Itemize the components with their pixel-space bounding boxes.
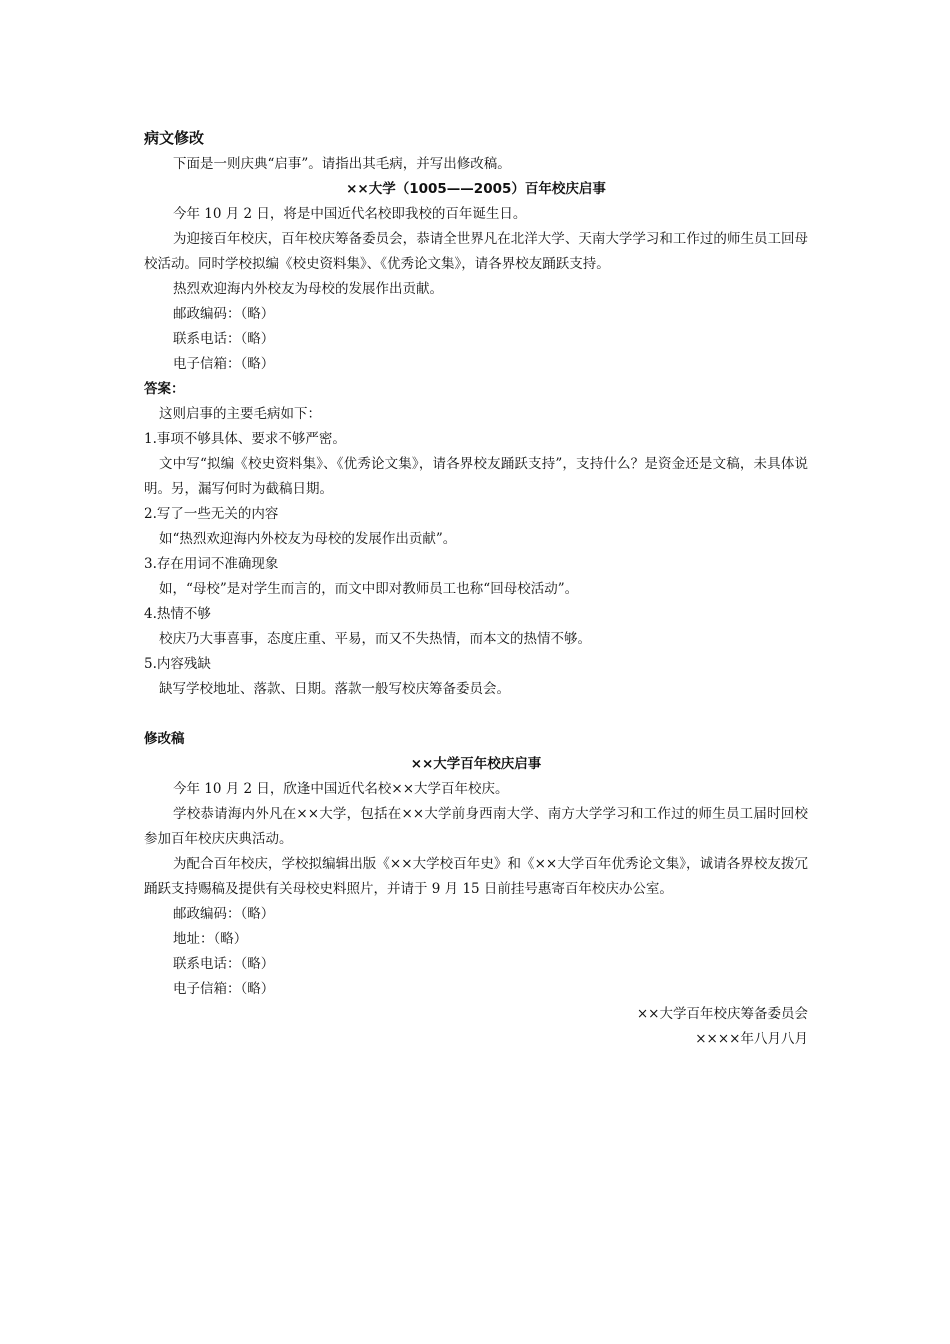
answer-label: 答案： xyxy=(144,381,185,397)
original-paragraph-1: 今年 10 月 2 日，将是中国近代名校即我校的百年诞生日。 xyxy=(173,206,527,222)
answer-lead: 这则启事的主要毛病如下： xyxy=(159,406,321,422)
answer-item-body: 文中写“拟编《校史资料集》、《优秀论文集》，请各界校友踊跃支持”，支持什么？是资金还是文稿，未具体说明。另，漏写何时为截稿日期。 xyxy=(144,456,808,497)
answer-item-body: 如，“母校”是对学生而言的，而文中即对教师员工也称“回母校活动”。 xyxy=(159,581,579,597)
revision-title: ××大学百年校庆启事 xyxy=(410,756,542,772)
original-phone: 联系电话：（略） xyxy=(173,331,275,347)
answer-item-head: 1.事项不够具体、要求不够严密。 xyxy=(144,431,346,447)
answer-item-head: 2.写了一些无关的内容 xyxy=(144,506,279,522)
revision-email: 电子信箱：（略） xyxy=(173,981,275,997)
revision-label: 修改稿 xyxy=(144,731,185,747)
original-title: ××大学（1005——2005）百年校庆启事 xyxy=(346,181,606,197)
revision-paragraph-1: 今年 10 月 2 日，欣逢中国近代名校××大学百年校庆。 xyxy=(173,781,509,797)
original-postal: 邮政编码：（略） xyxy=(173,306,275,322)
answer-item-head: 3.存在用词不准确现象 xyxy=(144,556,279,572)
original-email: 电子信箱：（略） xyxy=(173,356,275,372)
revision-address: 地址：（略） xyxy=(173,931,248,947)
answer-item-body: 如“热烈欢迎海内外校友为母校的发展作出贡献”。 xyxy=(159,531,457,547)
revision-phone: 联系电话：（略） xyxy=(173,956,275,972)
revision-paragraph-3: 为配合百年校庆，学校拟编辑出版《××大学校百年史》和《××大学百年优秀论文集》，诚请各界校友拨冗踊跃支持赐稿及提供有关母校史料照片，并请于 9 月 15 日前挂号惠寄百年校庆办公室。 xyxy=(144,856,808,897)
revision-paragraph-2: 学校恭请海内外凡在××大学，包括在××大学前身西南大学、南方大学学习和工作过的师生员工届时回校参加百年校庆庆典活动。 xyxy=(144,806,808,847)
answer-item-body: 缺写学校地址、落款、日期。落款一般写校庆筹备委员会。 xyxy=(159,681,510,697)
intro-text: 下面是一则庆典“启事”。请指出其毛病，并写出修改稿。 xyxy=(173,156,511,172)
spacer xyxy=(144,702,808,727)
document-page xyxy=(144,124,808,1052)
original-paragraph-2: 为迎接百年校庆，百年校庆筹备委员会，恭请全世界凡在北洋大学、天南大学学习和工作过的师生员工回母校活动。同时学校拟编《校史资料集》、《优秀论文集》，请各界校友踊跃支持。 xyxy=(144,231,808,272)
answer-item-head: 4.热情不够 xyxy=(144,606,211,622)
revision-signature: ××大学百年校庆筹备委员会 xyxy=(636,1006,808,1022)
answer-item-head: 5.内容残缺 xyxy=(144,656,211,672)
original-paragraph-3: 热烈欢迎海内外校友为母校的发展作出贡献。 xyxy=(173,281,443,297)
answer-item-body: 校庆乃大事喜事，态度庄重、平易，而又不失热情，而本文的热情不够。 xyxy=(159,631,591,647)
section-title: 病文修改 xyxy=(144,129,205,147)
revision-date: ××××年八月八月 xyxy=(695,1031,808,1047)
revision-postal: 邮政编码：（略） xyxy=(173,906,275,922)
